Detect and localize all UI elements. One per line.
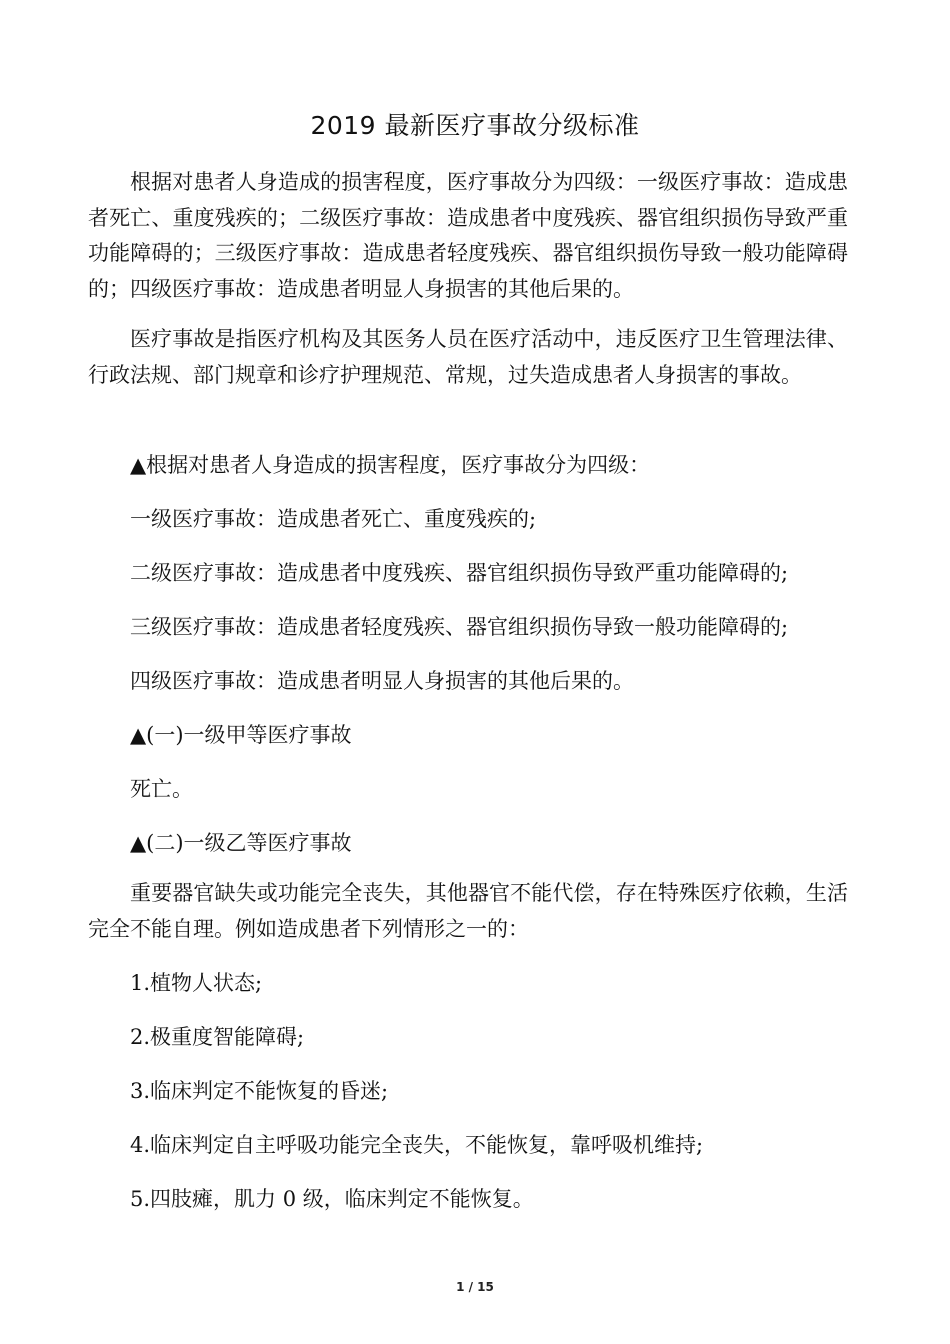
document-title: 2019 最新医疗事故分级标准 (310, 111, 640, 140)
list-item: 2.极重度智能障碍; (130, 1025, 305, 1049)
page-number: 1 / 15 (456, 1280, 494, 1294)
list-item: 1.植物人状态; (130, 971, 263, 995)
list-item: 3.临床判定不能恢复的昏迷; (130, 1079, 389, 1103)
paragraph-1b-description: 重要器官缺失或功能完全丧失，其他器官不能代偿，存在特殊医疗依赖，生活完全不能自理。例如造成患者下列情形之一的： (88, 881, 848, 941)
section-heading-1a: ▲(一)一级甲等医疗事故 (130, 723, 352, 747)
section-heading-1b: ▲(二)一级乙等医疗事故 (130, 831, 352, 855)
level-two-line: 二级医疗事故：造成患者中度残疾、器官组织损伤导致严重功能障碍的; (130, 561, 789, 585)
paragraph-classification-summary: 根据对患者人身造成的损害程度，医疗事故分为四级：一级医疗事故：造成患者死亡、重度残疾的；二级医疗事故：造成患者中度残疾、器官组织损伤导致严重功能障碍的；三级医疗事故：造成患者轻度残疾、器官组织损伤导致一般功能障碍的；四级医疗事故：造成患者明显人身损害的其他后果的。 (88, 170, 848, 301)
list-item: 4.临床判定自主呼吸功能完全丧失，不能恢复，靠呼吸机维持; (130, 1133, 704, 1157)
level-four-line: 四级医疗事故：造成患者明显人身损害的其他后果的。 (130, 669, 634, 693)
level-one-line: 一级医疗事故：造成患者死亡、重度残疾的; (130, 507, 537, 531)
heading-classification: ▲根据对患者人身造成的损害程度，医疗事故分为四级： (130, 453, 651, 477)
paragraph-definition: 医疗事故是指医疗机构及其医务人员在医疗活动中，违反医疗卫生管理法律、行政法规、部门规章和诊疗护理规范、常规，过失造成患者人身损害的事故。 (88, 327, 848, 387)
level-three-line: 三级医疗事故：造成患者轻度残疾、器官组织损伤导致一般功能障碍的; (130, 615, 789, 639)
list-item: 5.四肢瘫，肌力 0 级，临床判定不能恢复。 (130, 1187, 534, 1211)
section-1a-content: 死亡。 (130, 777, 193, 801)
